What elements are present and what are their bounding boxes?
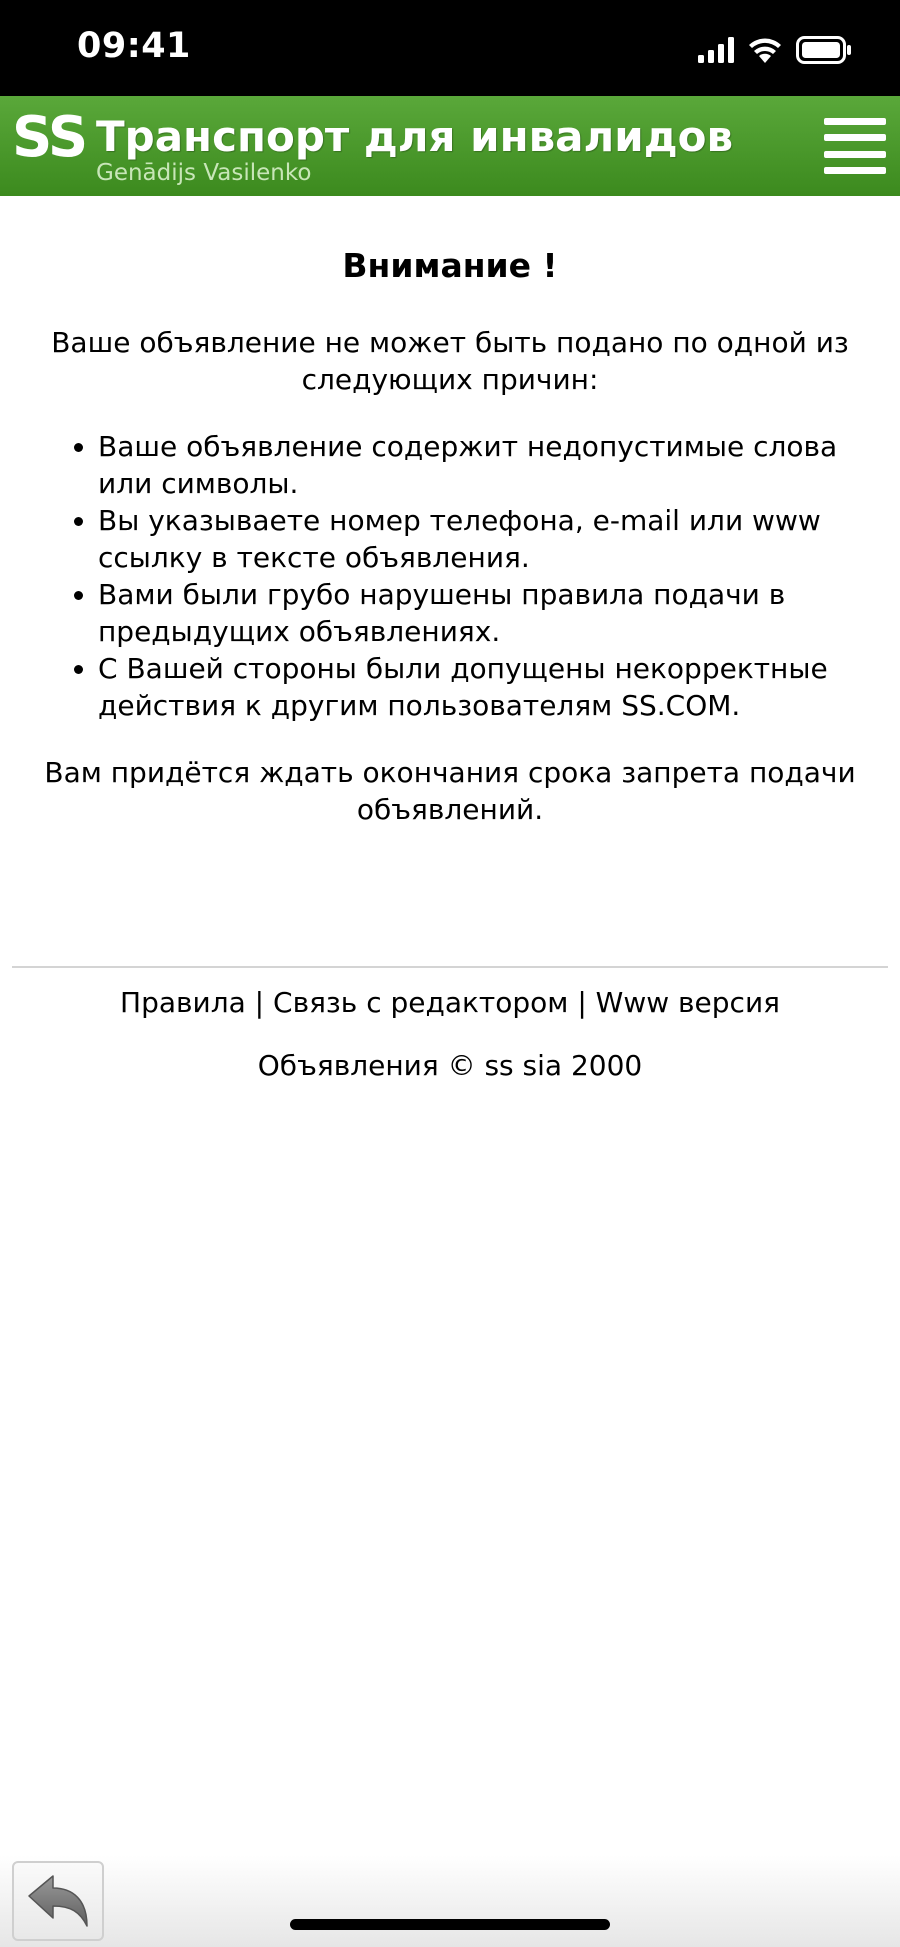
ss-logo[interactable]: SS xyxy=(12,105,87,170)
list-item: • С Вашей стороны были допущены некорректные действия к другим пользователям SS.COM. xyxy=(98,650,890,724)
battery-icon xyxy=(796,36,852,64)
menu-line xyxy=(824,167,886,174)
contact-editor-link[interactable]: Связь с редактором xyxy=(273,986,569,1019)
status-icons xyxy=(698,34,852,66)
page-title[interactable]: Транспорт для инвалидов xyxy=(96,112,734,161)
menu-line xyxy=(824,134,886,141)
main-content xyxy=(0,196,900,828)
notice-intro: Ваше объявление не может быть подано по одной из следующих причин: xyxy=(51,325,849,396)
notice-outro: Вам придётся ждать окончания срока запрета подачи объявлений. xyxy=(44,755,856,826)
separator: | xyxy=(254,986,265,1019)
header-subtitle: Genādijs Vasilenko xyxy=(96,160,312,186)
hamburger-menu-icon[interactable] xyxy=(824,118,886,174)
footer-links xyxy=(0,984,900,1021)
site-header xyxy=(0,96,900,196)
menu-line xyxy=(824,118,886,125)
wifi-icon xyxy=(748,37,782,63)
back-button[interactable] xyxy=(12,1861,104,1941)
bottom-toolbar xyxy=(0,1855,900,1947)
www-version-link[interactable]: Www версия xyxy=(595,986,780,1019)
footer-divider xyxy=(12,966,888,968)
list-item: • Ваше объявление содержит недопустимые слова или символы. xyxy=(98,428,890,502)
separator: | xyxy=(577,986,587,1019)
reasons-list xyxy=(0,428,890,724)
back-arrow-icon xyxy=(25,1874,91,1928)
notice-title: Внимание ! xyxy=(342,246,558,285)
signal-icon xyxy=(698,37,734,63)
status-time: 09:41 xyxy=(77,26,191,66)
home-indicator xyxy=(290,1919,610,1930)
list-item: • Вами были грубо нарушены правила подачи в предыдущих объявлениях. xyxy=(98,576,890,650)
menu-line xyxy=(824,151,886,158)
list-item: • Вы указываете номер телефона, e-mail или www ссылку в тексте объявления. xyxy=(98,502,890,576)
status-bar xyxy=(0,0,900,96)
rules-link[interactable]: Правила xyxy=(120,986,246,1019)
copyright: Объявления © ss sia 2000 xyxy=(257,1049,643,1082)
